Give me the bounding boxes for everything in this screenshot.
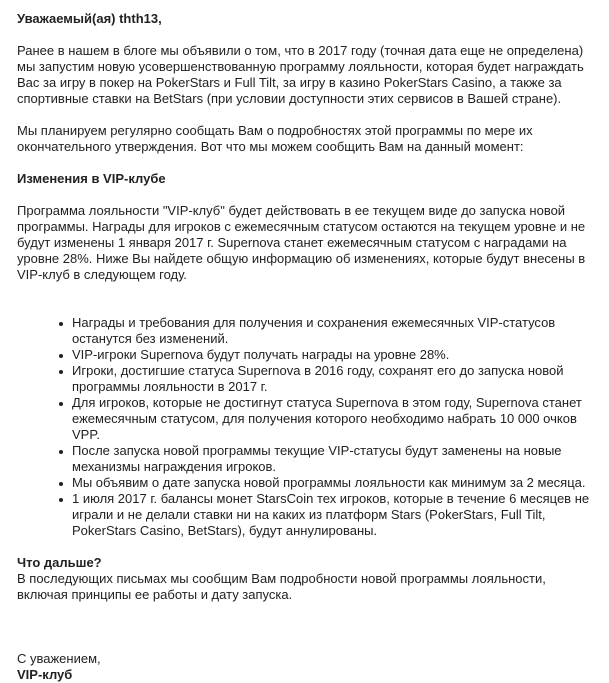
changes-list xyxy=(17,315,593,539)
vip-changes-paragraph: Программа лояльности "VIP-клуб" будет действовать в ее текущем виде до запуска новой программы. Награды для игроков с ежемесячным статусом остаются на текущем уровне и не будут изменены 1 января 2017 г. Supernova станет ежемесячным статусом с наградами на уровне 28%. Ниже Вы найдете общую информацию об изменениях, которые будут внесены в VIP-клуб в следующем году. xyxy=(17,203,586,282)
list-item: Мы объявим о дате запуска новой программы лояльности как минимум за 2 месяца. xyxy=(72,475,593,491)
section-heading-vip-changes: Изменения в VIP-клубе xyxy=(17,171,166,186)
list-item: Награды и требования для получения и сохранения ежемесячных VIP-статусов останутся без изменений. xyxy=(72,315,593,347)
list-item: Игроки, достигшие статуса Supernova в 2016 году, сохранят его до запуска новой программы лояльности в 2017 г. xyxy=(72,363,593,395)
section-heading-whats-next: Что дальше? xyxy=(17,555,102,570)
list-item: После запуска новой программы текущие VIP-статусы будут заменены на новые механизмы награждения игроков. xyxy=(72,443,593,475)
list-item: VIP-игроки Supernova будут получать награды на уровне 28%. xyxy=(72,347,593,363)
list-item: Для игроков, которые не достигнут статуса Supernova в этом году, Supernova станет ежемесячным статусом, для получения которого необходимо набрать 10 000 очков VPP. xyxy=(72,395,593,443)
signature-closing: С уважением, xyxy=(17,651,101,666)
greeting: Уважаемый(ая) thth13, xyxy=(17,11,162,26)
plan-paragraph: Мы планируем регулярно сообщать Вам о подробностях этой программы по мере их окончательного утверждения. Вот что мы можем сообщить Вам на данный момент: xyxy=(17,123,533,154)
whats-next-paragraph: В последующих письмах мы сообщим Вам подробности новой программы лояльности, включая принципы ее работы и дату запуска. xyxy=(17,571,546,602)
intro-paragraph: Ранее в нашем в блоге мы объявили о том, что в 2017 году (точная дата еще не определена) мы запустим новую усовершенствованную программу лояльности, которая будет награждать Вас за игру в покер на PokerStars и Full Tilt, за игру в казино PokerStars Casino, а также за спортивные ставки на BetStars (при условии доступности этих сервисов в Вашей стране). xyxy=(17,43,584,106)
signature-name: VIP-клуб xyxy=(17,667,73,682)
list-item: 1 июля 2017 г. балансы монет StarsCoin тех игроков, которые в течение 6 месяцев не играли и не делали ставки ни на каких из платформ Stars (PokerStars, Full Tilt, PokerStars Casino, BetStars), будут аннулированы. xyxy=(72,491,593,539)
